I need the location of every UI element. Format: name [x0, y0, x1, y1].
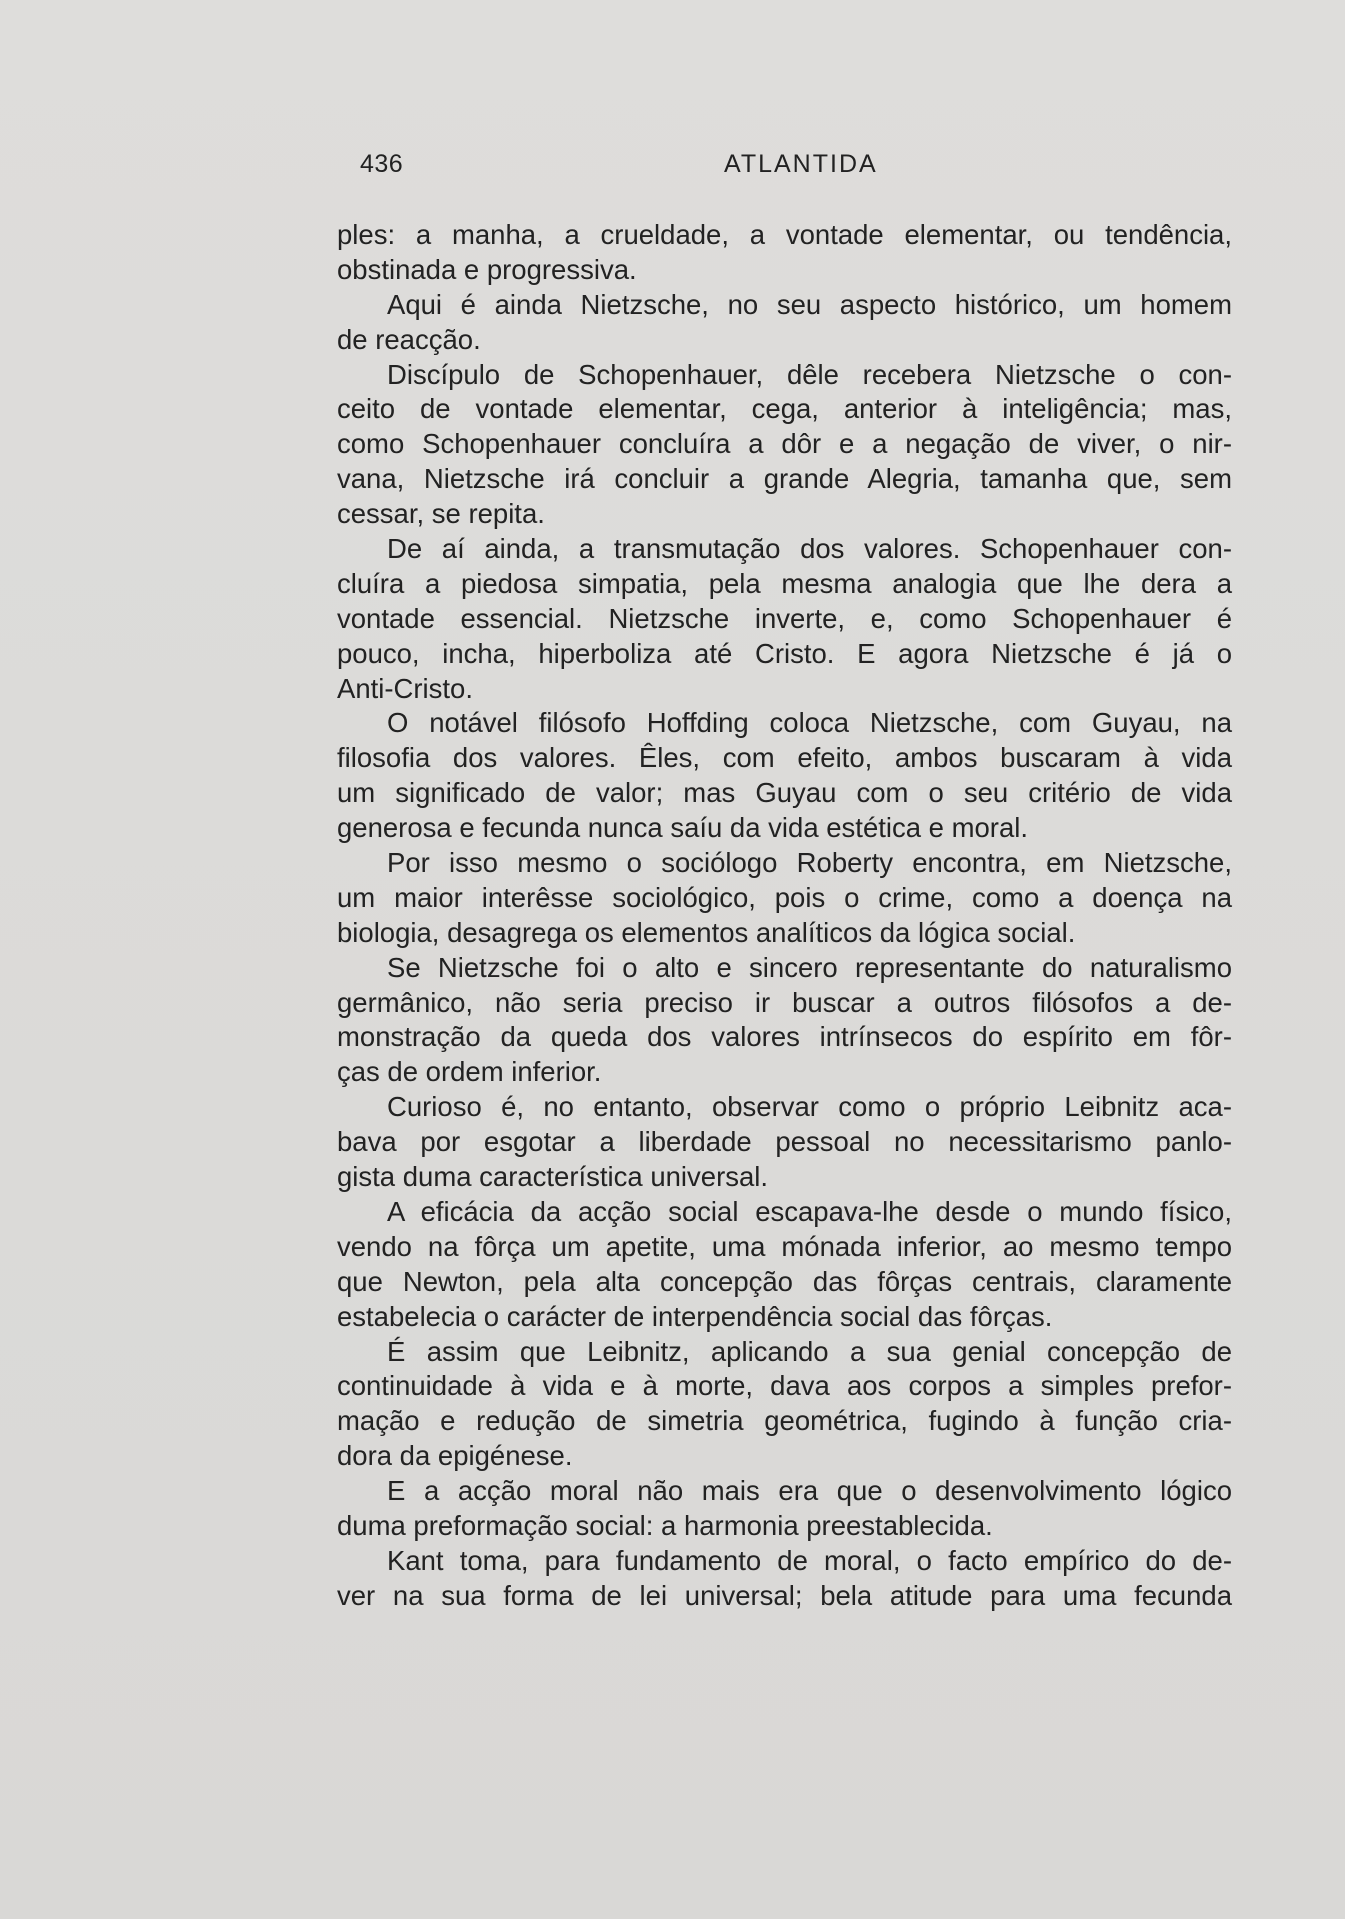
running-title: ATLANTIDA: [724, 150, 878, 178]
text-line: filosofia dos valores. Êles, com efeito, ambos buscaram à vida: [337, 742, 1232, 774]
text-line: que Newton, pela alta concepção das fôrças centrais, claramente: [337, 1265, 1232, 1297]
text-line: germânico, não seria preciso ir buscar a outros filósofos a de-: [337, 986, 1232, 1018]
page-number: 436: [360, 150, 404, 178]
text-line: pouco, incha, hiperboliza até Cristo. E agora Nietzsche é já o: [337, 637, 1232, 669]
text-line: O notável filósofo Hoffding coloca Nietzsche, com Guyau, na: [387, 707, 1232, 739]
text-line: obstinada e progressiva.: [337, 253, 637, 285]
text-line: vendo na fôrça um apetite, uma mónada inferior, ao mesmo tempo: [337, 1230, 1232, 1262]
text-line: um maior interêsse sociológico, pois o crime, como a doença na: [337, 881, 1232, 913]
text-line: Se Nietzsche foi o alto e sincero representante do naturalismo: [387, 951, 1232, 983]
text-line: E a acção moral não mais era que o desenvolvimento lógico: [387, 1475, 1232, 1507]
text-line: De aí ainda, a transmutação dos valores. Schopenhauer con-: [387, 533, 1232, 565]
text-line: estabelecia o carácter de interpendência social das fôrças.: [337, 1300, 1053, 1332]
text-line: Discípulo de Schopenhauer, dêle recebera Nietzsche o con-: [387, 358, 1232, 390]
text-line: A eficácia da acção social escapava-lhe desde o mundo físico,: [387, 1195, 1232, 1227]
text-line: duma preformação social: a harmonia preestablecida.: [337, 1509, 993, 1541]
text-line: cluíra a piedosa simpatia, pela mesma analogia que lhe dera a: [337, 567, 1232, 599]
text-line: ples: a manha, a crueldade, a vontade elementar, ou tendência,: [337, 219, 1232, 250]
text-line: Curioso é, no entanto, observar como o próprio Leibnitz aca-: [387, 1091, 1232, 1123]
body-text: [337, 218, 1232, 1614]
text-line: generosa e fecunda nunca saíu da vida estética e moral.: [337, 812, 1029, 844]
text-line: continuidade à vida e à morte, dava aos corpos a simples prefor-: [337, 1370, 1232, 1402]
text-line: ceito de vontade elementar, cega, anterior à inteligência; mas,: [337, 393, 1232, 425]
text-line: biologia, desagrega os elementos analíticos da lógica social.: [337, 916, 1076, 948]
text-line: ver na sua forma de lei universal; bela atitude para uma fecunda: [337, 1579, 1232, 1611]
text-line: mação e redução de simetria geométrica, fugindo à função cria-: [337, 1405, 1232, 1437]
text-line: Anti-Cristo.: [337, 672, 473, 704]
text-line: cessar, se repita.: [337, 498, 545, 530]
text-line: bava por esgotar a liberdade pessoal no necessitarismo panlo-: [337, 1126, 1232, 1158]
text-line: Por isso mesmo o sociólogo Roberty encontra, em Nietzsche,: [387, 847, 1232, 879]
text-line: um significado de valor; mas Guyau com o seu critério de vida: [337, 777, 1232, 809]
text-line: de reacção.: [337, 323, 481, 355]
text-line: monstração da queda dos valores intrínsecos do espírito em fôr-: [337, 1021, 1232, 1053]
text-line: Aqui é ainda Nietzsche, no seu aspecto histórico, um homem: [387, 288, 1232, 320]
text-line: como Schopenhauer concluíra a dôr e a negação de viver, o nir-: [337, 428, 1232, 460]
page-header: [360, 150, 1240, 190]
text-line: dora da epigénese.: [337, 1440, 573, 1472]
text-line: Kant toma, para fundamento de moral, o facto empírico do de-: [387, 1544, 1232, 1576]
text-line: ças de ordem inferior.: [337, 1056, 602, 1088]
text-line: É assim que Leibnitz, aplicando a sua genial concepção de: [387, 1335, 1232, 1367]
text-line: vontade essencial. Nietzsche inverte, e, como Schopenhauer é: [337, 602, 1232, 634]
text-line: gista duma característica universal.: [337, 1161, 769, 1193]
text-line: vana, Nietzsche irá concluir a grande Alegria, tamanha que, sem: [337, 463, 1232, 495]
